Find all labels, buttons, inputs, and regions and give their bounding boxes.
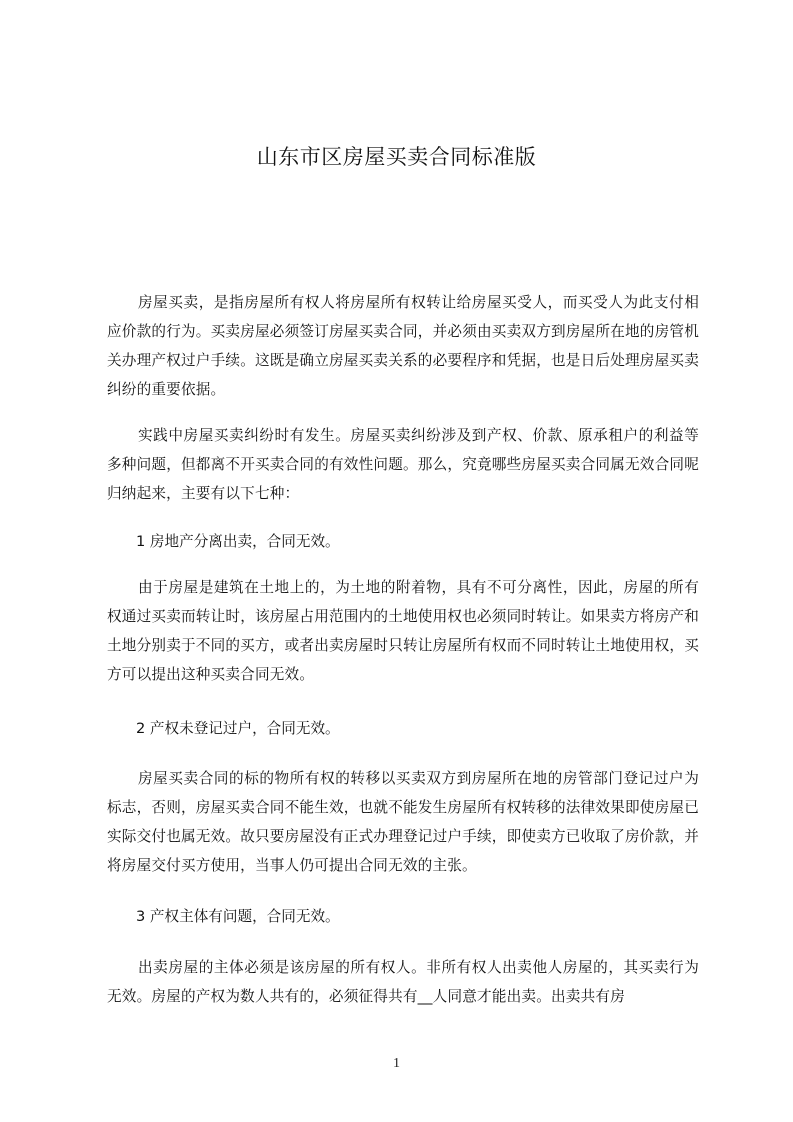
intro-paragraph: 房屋买卖，是指房屋所有权人将房屋所有权转让给房屋买受人，而买受人为此支付相应价款的行为。买卖房屋必须签订房屋买卖合同，并必须由买卖双方到房屋所在地的房管机关办理产权过户手续。这既是确立房屋买卖关系的必要程序和凭据，也是日后处理房屋买卖纠纷的重要依据。 [107,294,699,398]
section-heading-2: 2 产权未登记过户，合同无效。 [136,720,340,737]
section-body-2: 房屋买卖合同的标的物所有权的转移以买卖双方到房屋所在地的房管部门登记过户为标志，否则，房屋买卖合同不能生效，也就不能发生房屋所有权转移的法律效果即使房屋已实际交付也属无效。故只要房屋没有正式办理登记过户手续，即使卖方已收取了房价款，并将房屋交付买方使用，当事人仍可提出合同无效的主张。 [107,770,699,874]
document-title: 山东市区房屋买卖合同标准版 [256,145,537,169]
section-heading-1: 1 房地产分离出卖，合同无效。 [136,533,340,550]
section-heading-3: 3 产权主体有问题，合同无效。 [136,908,340,925]
section-body-1: 由于房屋是建筑在土地上的，为土地的附着物，具有不可分离性，因此，房屋的所有权通过买卖而转让时，该房屋占用范围内的土地使用权也必须同时转让。如果卖方将房产和土地分别卖于不同的买方，或者出卖房屋时只转让房屋所有权而不同时转让土地使用权，买方可以提出这种买卖合同无效。 [107,579,699,683]
disputes-paragraph: 实践中房屋买卖纠纷时有发生。房屋买卖纠纷涉及到产权、价款、原承租户的利益等多种问题，但都离不开买卖合同的有效性问题。那么，究竟哪些房屋买卖合同属无效合同呢归纳起来，主要有以下七种： [107,427,699,502]
section-body-3: 出卖房屋的主体必须是该房屋的所有权人。非所有权人出卖他人房屋的，其买卖行为无效。房屋的产权为数人共有的，必须征得共有__人同意才能出卖。出卖共有房 [107,959,699,1005]
page-number: 1 [393,1056,400,1071]
